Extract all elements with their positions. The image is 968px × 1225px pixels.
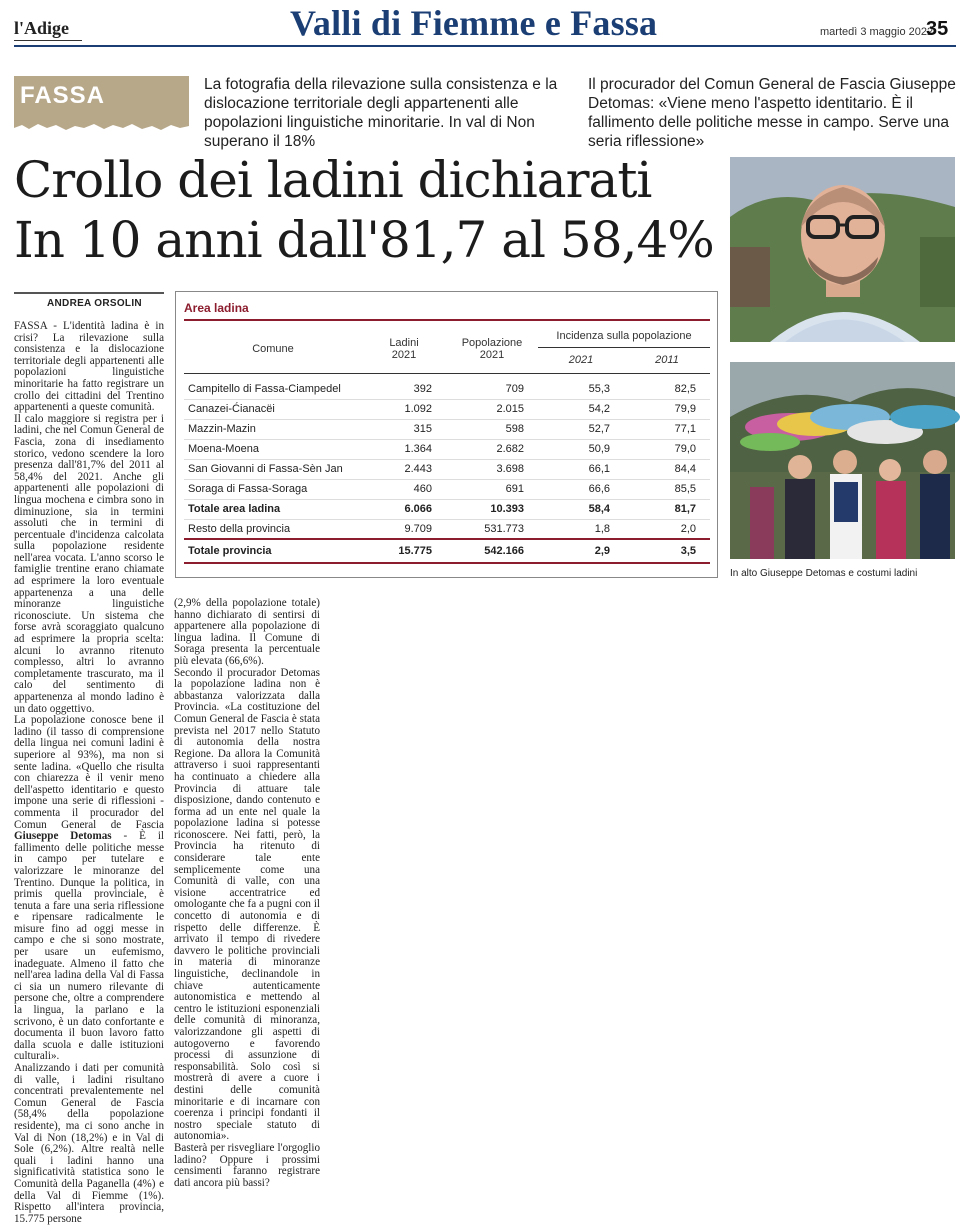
cell-inc-2011: 3,5 [624,539,710,563]
kicker-left: La fotografia della rilevazione sulla consistenza e la dislocazione territoriale degli appartenenti alle popolazioni linguistiche minoritarie. In val di Non superano il 18% [204,76,558,150]
cell-comune: Totale provincia [184,539,362,563]
table-row [184,459,710,479]
table-row [184,399,710,419]
cell-inc-2011: 79,9 [624,399,710,419]
table-title: Area ladina [184,301,249,315]
cell-popolazione: 691 [446,479,538,499]
masthead-divider [14,45,956,47]
article-paragraph: (2,9% della popolazione totale) hanno dichiarato di sentirsi di appartenere alla popolazione di lingua ladina. Il Comune di Soraga presenta la percentuale più elevata (66,6%). [174,597,320,667]
issue-date: martedì 3 maggio 2022 [820,26,934,38]
cell-inc-2021: 66,6 [538,479,624,499]
cell-comune: Resto della provincia [184,519,362,539]
cell-ladini: 460 [362,479,446,499]
cell-inc-2021: 58,4 [538,499,624,519]
article-paragraph: FASSA - L'identità ladina è in crisi? La rilevazione sulla consistenza e la dislocazione territoriale degli appartenenti alle popolazioni linguistiche minoritarie ha fatto registrare un crollo dei cittadini del Trentino appartenenti a queste comunità. [14,320,164,414]
newspaper-logo: l'Adige [14,18,70,38]
portrait-illustration [730,157,955,342]
byline-rule [14,292,164,294]
section-tag-label: FASSA [20,82,106,109]
table-row [184,439,710,459]
cell-ladini: 9.709 [362,519,446,539]
cell-comune: Totale area ladina [184,499,362,519]
headline-line-1: Crollo dei ladini dichiarati [14,151,652,209]
section-tag [14,76,189,132]
cell-comune: San Giovanni di Fassa-Sèn Jan [184,459,362,479]
header-ladini-year: 2021 [391,348,417,361]
table-title-rule [184,319,710,321]
cell-ladini: 315 [362,419,446,439]
cell-inc-2021: 2,9 [538,539,624,563]
ladini-table [184,325,710,564]
cell-inc-2011: 82,5 [624,379,710,399]
cell-inc-2021: 52,7 [538,419,624,439]
article-column-2 [174,598,320,1189]
cell-inc-2011: 85,5 [624,479,710,499]
cell-popolazione: 10.393 [446,499,538,519]
table-row [184,479,710,499]
kicker-right: Il procurador del Comun General de Fascia Giuseppe Detomas: «Viene meno l'aspetto identitario. È il fallimento delle politiche messe in campo. Serve una seria riflessione» [588,76,956,150]
article-paragraph [14,715,164,1063]
article-paragraph: Il calo maggiore si registra per i ladini, che nel Comun General de Fascia, zona di insediamento storico, vedono scendere la loro presenza dall'81,7% del 2011 al 58,4% del 2021. Anche gli appartenenti alle popolazioni di lingua mochena e cimbra sono in diminuzione, sia in termini assoluti che in termini di percentuale d'incidenza calcolata sulla popolazione residente nell'area vocata. L'anno scorso le famiglie trentine erano chiamate ad esprimere la loro eventuale appartenenza a una delle minoranze linguistiche riconosciute. Un sistema che forse avrà scoraggiato qualcuno ad esprimere la propria scelta: alcuni lo avranno ritenuto complesso, altri lo avranno completamente trascurato, ma il calo del sentimento di appartenenza al mondo ladino è un dato oggettivo. [14,412,164,715]
logo-underline [14,40,82,41]
cell-inc-2021: 54,2 [538,399,624,419]
cell-inc-2011: 84,4 [624,459,710,479]
header-popolazione-label: Popolazione [461,336,523,349]
cell-inc-2021: 66,1 [538,459,624,479]
table-row [184,379,710,399]
cell-inc-2021: 55,3 [538,379,624,399]
cell-comune: Moena-Moena [184,439,362,459]
cell-inc-2011: 81,7 [624,499,710,519]
page-number: 35 [926,18,949,40]
cell-inc-2011: 79,0 [624,439,710,459]
costumes-illustration [730,362,955,559]
cell-popolazione: 2.015 [446,399,538,419]
cell-inc-2011: 2,0 [624,519,710,539]
article-text: - È il fallimento delle politiche messe in campo per tutelare e valorizzare le minoranze del Trentino. Dunque la politica, in primis quella provinciale, è tenuta a fare una seria riflessione e ripensare radicalmente le misure fino ad oggi messe in campo e che si sono mostrate, per usare un eufemismo, inadeguate. Almeno il fatto che nell'area ladina della Val di Fassa ci sia un numero rilevante di persone che, oltre a comprendere la lingua, la parlano e la scrivono, è un dato confortante e documenta il buon lavoro fatto dalla scuola e dalle istituzioni culturali». [14,830,164,1063]
header-popolazione-year: 2021 [479,348,505,361]
header-inc-2021: 2021 [538,347,624,373]
header-popolazione [446,325,538,373]
article-paragraph: Basterà per risvegliare l'orgoglio ladino? Oppure i prossimi censimenti faranno registrare dati ancora più bassi? [174,1141,320,1189]
headline [14,150,724,270]
headline-line-2: In 10 anni dall'81,7 al 58,4% [14,211,714,269]
article-person-name: Giuseppe Detomas [14,830,112,843]
cell-inc-2021: 50,9 [538,439,624,459]
photo-caption: In alto Giuseppe Detomas e costumi ladini [730,568,918,579]
article-paragraph: Secondo il procurador Detomas la popolazione ladina non è abbastanza valorizzata dalla Provincia. «La costituzione del Comun General de Fascia è stata prevista nel 2017 nello Statuto di autonomia della nostra Regione. Da allora la Comunità attraverso i suoi rappresentanti ha continuato a chiedere alla Provincia di attuare tale disposizione, dando contenuto e forma ad un ente nel quale la popolazione ladina si potesse riconoscere. Nei fatti, però, la Provincia ha ritenuto di considerare tale ente semplicemente come una Comunità di valle, con una visione accentratrice ed omologante che fa a pugni con il concetto di autonomia e di rispetto delle differenze. È arrivato il tempo di rivedere davvero le politiche provinciali in materia di minoranze linguistiche, declinandole in chiave autenticamente autonomistica e mettendo al centro le istituzioni esponenziali delle comunità di minoranza, valorizzandone gli aspetti di autogoverno e favorendo processi di assunzione di responsabilità. Solo così si mostrerà di avere a cuore i destini delle comunità minoritarie e di incarnare con coerenza i principi fondanti il nostro speciale statuto di autonomia». [174,666,320,1143]
cell-ladini: 2.443 [362,459,446,479]
article-text: La popolazione conosce bene il ladino (il tasso di comprensione della lingua nei comuni ladini è superiore al 93%), ma non si sente ladina. «Quello che risulta con chiarezza è il venir meno dell'aspetto identitario e questo impone una serie di riflessioni - commenta il procurador del Comun General de Fascia [14,714,164,831]
header-ladini-label: Ladini [389,336,419,349]
data-table-box [175,291,718,578]
cell-ladini: 1.092 [362,399,446,419]
cell-comune: Campitello di Fassa-Ciampedel [184,379,362,399]
cell-inc-2011: 77,1 [624,419,710,439]
table-row-totale-area [184,499,710,519]
section-masthead-title: Valli di Fiemme e Fassa [290,3,658,43]
table-row-totale-provincia [184,539,710,563]
article-paragraph: Analizzando i dati per comunità di valle, i ladini risultano concentrati prevalentemente nel Comun General de Fascia (58,4% della popolazione residente), ma ci sono anche in Val di Non (18,2%) e in Val di Sole (6,2%). Altre realtà nelle quali i ladini hanno una significatività statistica sono le Comunità della Paganella (4%) e della Val di Fiemme (1%). Rispetto all'intera provincia, 15.775 persone [14,1062,164,1225]
cell-popolazione: 542.166 [446,539,538,563]
header-inc-2011: 2011 [624,347,710,373]
table-row [184,419,710,439]
cell-popolazione: 3.698 [446,459,538,479]
cell-popolazione: 2.682 [446,439,538,459]
cell-popolazione: 598 [446,419,538,439]
cell-popolazione: 531.773 [446,519,538,539]
cell-ladini: 392 [362,379,446,399]
cell-ladini: 1.364 [362,439,446,459]
cell-comune: Soraga di Fassa-Soraga [184,479,362,499]
torn-edge-decoration [14,122,189,132]
cell-ladini: 15.775 [362,539,446,563]
cell-popolazione: 709 [446,379,538,399]
costumes-photo [730,362,955,559]
header-ladini [362,325,446,373]
cell-comune: Mazzin-Mazin [184,419,362,439]
header-incidenza: Incidenza sulla popolazione [538,325,710,347]
byline: ANDREA ORSOLIN [47,298,142,309]
cell-ladini: 6.066 [362,499,446,519]
table-row-resto [184,519,710,539]
cell-comune: Canazei-Ćianacëi [184,399,362,419]
cell-inc-2021: 1,8 [538,519,624,539]
portrait-photo [730,157,955,342]
article-column-1 [14,321,164,1225]
header-comune: Comune [184,325,362,373]
